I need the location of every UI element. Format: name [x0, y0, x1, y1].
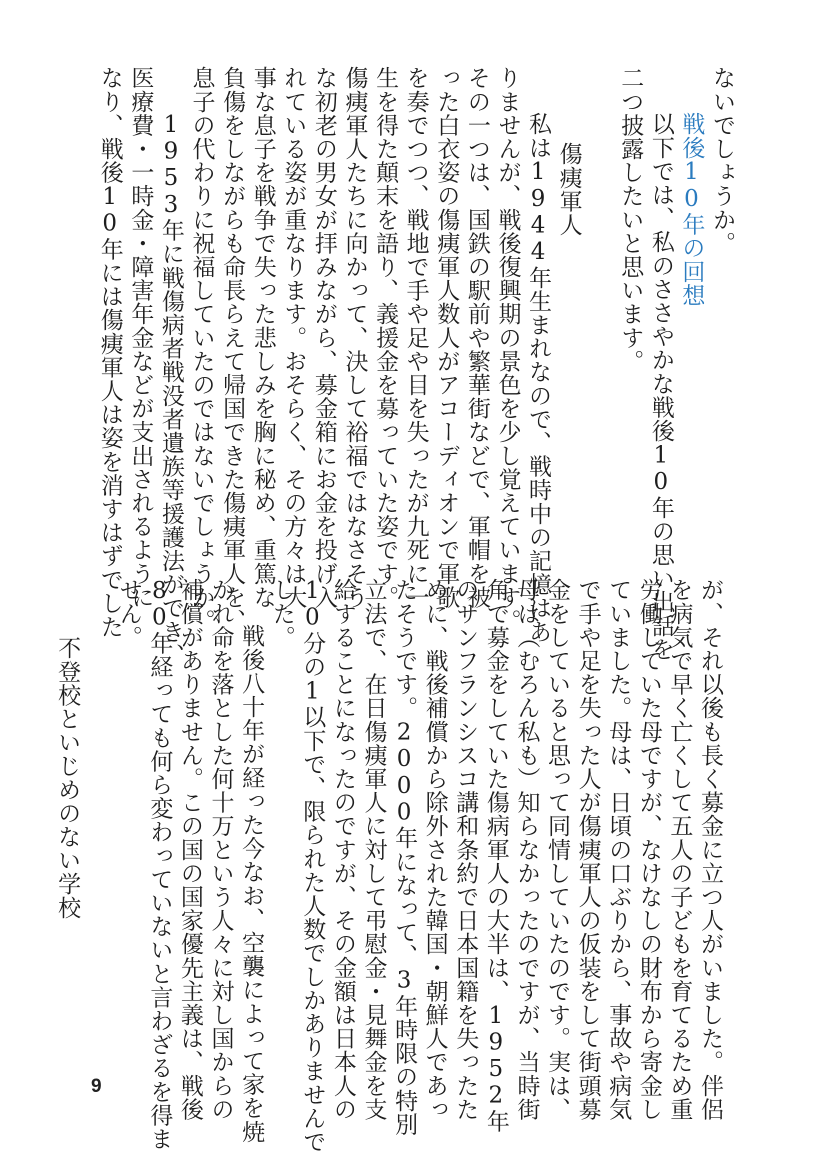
body-line: を奏でつつ、戦地で手や足や目を失ったが九死に一 [402, 66, 429, 609]
body-line-paragraph-start: 以下では、私のささやかな戦後10年の思い出話を [647, 112, 674, 661]
blank-line [584, 66, 615, 76]
lower-text-block [54, 578, 725, 1154]
body-line: 10分の1以下で、限られた人数でしかありませんで [299, 578, 326, 1154]
body-line: せん。 [115, 578, 142, 649]
body-line: たそうです。2000年になって、3年時限の特別 [391, 578, 418, 1136]
body-line: なり、戦後10年には傷痍軍人は姿を消すはずでした [96, 66, 123, 639]
body-line: 医療費・一時金・障害年金などが支出されるように [127, 66, 154, 609]
body-line: な初老の男女が拝みながら、募金箱にお金を投げ入 [310, 66, 337, 609]
body-line: かれ命を落とした何十万という人々に対し国からの [207, 578, 234, 1121]
body-line: 労働していた母ですが、なけなしの財布から寄金し [635, 578, 662, 1121]
section-heading-school: 不登校といじめのない学校 [54, 636, 81, 920]
body-line: 傷痍軍人たちに向かって、決して裕福ではなさそう [341, 66, 368, 609]
body-line-paragraph-start: 戦後八十年が経った今なお、空襲によって家を焼 [238, 624, 265, 1144]
body-line: 負傷をしながらも命長らえて帰国できた傷痍軍人を、 [219, 66, 246, 633]
body-line: 母は（むろん私も）知らなかったのですが、当時街 [513, 578, 540, 1121]
subheading-wounded-soldiers: 傷痍軍人 [555, 142, 582, 237]
body-line: 事な息子を戦争で失った悲しみを胸に秘め、重篤な [249, 66, 276, 609]
body-line: ないでしょうか。 [709, 66, 735, 255]
body-line: 金をしていると思って同情していたのです。実は、 [544, 578, 571, 1121]
page-number: 9 [91, 1076, 102, 1097]
body-line: を病気で早く亡くして五人の子どもを育てるため重 [666, 578, 693, 1121]
body-line: ていました。母は、日頃の口ぶりから、事故や病気 [605, 578, 632, 1121]
blank-line [82, 578, 113, 588]
body-line: で手や足を失った人が傷痍軍人の仮装をして街頭募 [574, 578, 601, 1121]
body-line: 給することになったのですが、その金額は日本人の [329, 578, 356, 1121]
body-line: 角で募金をしていた傷病軍人の大半は、1952年 [482, 578, 509, 1133]
body-line-paragraph-start: 1953年に戦傷病者戦没者遺族等援護法ができ、 [157, 112, 184, 667]
body-line: 80年経っても何ら変わっていないと言わざるを得ま [146, 578, 173, 1151]
body-line: 二つ披露したいと思います。 [617, 66, 644, 373]
body-line-paragraph-start: 私は1944年生まれなので、戦時中の記憶はあ [525, 112, 552, 644]
body-line: れている姿が重なります。おそらく、その方々は大 [280, 66, 307, 609]
body-line: 息子の代わりに祝福していたのではないでしょうか。 [188, 66, 215, 633]
body-line: 補償がありません。この国の国家優先主義は、戦後 [176, 578, 203, 1121]
upper-text-block [96, 66, 737, 667]
body-line: が、それ以後も長く募金に立つ人がいました。伴侶 [697, 578, 723, 1121]
body-line: めに、戦後補償から除外された韓国・朝鮮人であっ [421, 578, 448, 1121]
body-line: った白衣姿の傷痍軍人数人がアコーディオンで軍歌 [433, 66, 460, 609]
body-line: した。 [268, 578, 295, 649]
body-line: その一つは、国鉄の駅前や繁華街などで、軍帽を被 [463, 66, 490, 609]
body-line: 立法で、在日傷痍軍人に対して弔慰金・見舞金を支 [360, 578, 387, 1121]
body-line: りませんが、戦後復興期の景色を少し覚えています。 [494, 66, 521, 633]
body-line: 生を得た顛末を語り、義援金を募っていた姿です。 [372, 66, 399, 609]
body-line: のサンフランシスコ講和条約で日本国籍を失ったた [452, 578, 479, 1121]
section-heading-postwar-memories: 戦後10年の回想 [678, 112, 705, 307]
